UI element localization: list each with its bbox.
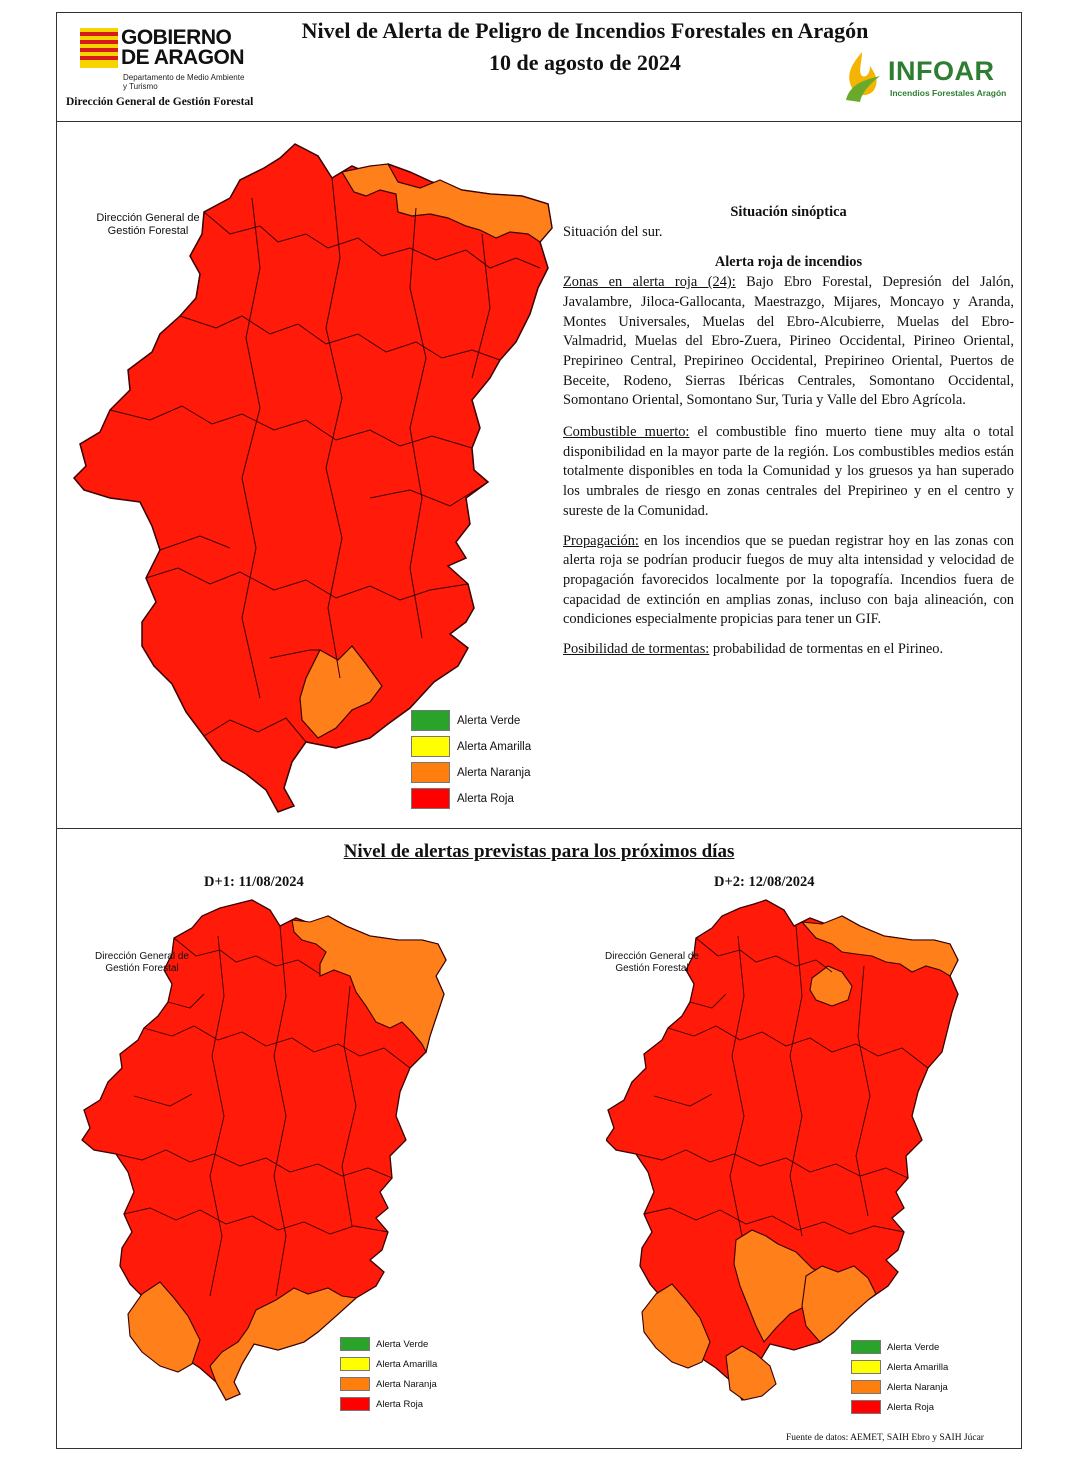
legend-d2-verde: Alerta Verde [851, 1340, 939, 1354]
data-source: Fuente de datos: AEMET, SAIH Ebro y SAIH Júcar [786, 1433, 984, 1443]
synoptic-text: Situación del sur. [563, 223, 663, 240]
map-region-orange [802, 1266, 876, 1342]
department-title: Dirección General de Gestión Forestal [66, 96, 254, 108]
infoar-flame-icon [840, 50, 886, 104]
legend-swatch [851, 1340, 881, 1354]
legend-item-amarilla: Alerta Amarilla [411, 736, 531, 757]
legend-swatch [851, 1360, 881, 1374]
logo-line1: GOBIERNO [121, 26, 232, 49]
logo-line2: DE ARAGON [121, 46, 245, 69]
alert-text-block [563, 203, 1014, 660]
legend-swatch [851, 1400, 881, 1414]
section-divider [56, 828, 1022, 829]
forecast-d1-title: D+1: 11/08/2024 [204, 874, 304, 890]
legend-swatch [411, 736, 450, 757]
legend-d2-roja: Alerta Roja [851, 1400, 934, 1414]
legend-item-verde: Alerta Verde [411, 710, 520, 731]
legend-swatch [340, 1337, 370, 1351]
page-title: Nivel de Alerta de Peligro de Incendios Forestales en Aragón [301, 18, 869, 43]
map-label-today: Dirección General de Gestión Forestal [96, 212, 200, 237]
legend-item-roja: Alerta Roja [411, 788, 514, 809]
legend-d2-naranja: Alerta Naranja [851, 1380, 948, 1394]
legend-swatch [340, 1357, 370, 1371]
propagation-paragraph: Propagación: en los incendios que se puedan registrar hoy en las zonas con alerta roja se podrían producir fuegos de muy alta intensidad y velocidad de propagación favorecidos localmente por la topografía. Incendios fuera de capacidad de extinción en amplias zonas, incluso con baja alineación, con condiciones especialmente propicias para tener un GIF. [563, 532, 1014, 628]
storm-paragraph: Posibilidad de tormentas: probabilidad de tormentas en el Pirineo. [563, 641, 944, 658]
alert-title: Alerta roja de incendios [714, 254, 863, 271]
legend-swatch [411, 710, 450, 731]
map-label-d1: Dirección General de Gestión Forestal [95, 951, 189, 974]
synoptic-title: Situación sinóptica [730, 204, 847, 220]
legend-swatch [340, 1377, 370, 1391]
legend-item-naranja: Alerta Naranja [411, 762, 531, 783]
legend-swatch [340, 1397, 370, 1411]
forecast-d2-title: D+2: 12/08/2024 [714, 874, 815, 890]
infoar-logo: INFOAR [888, 56, 995, 86]
legend-swatch [411, 788, 450, 809]
logo-sub2: y Turismo [123, 82, 158, 91]
fuel-paragraph: Combustible muerto: el combustible fino muerto tiene muy alta o total disponibilidad en la mayor parte de la región. Los combustibles medios están totalmente disponibles en toda la Comunidad y los gruesos ya han superado los umbrales de riesgo en zonas centrales del Prepirineo y en el centro y sureste de la Comunidad. [563, 424, 1014, 519]
legend-d1-naranja: Alerta Naranja [340, 1377, 437, 1391]
legend-d1-roja: Alerta Roja [340, 1397, 423, 1411]
page-date: 10 de agosto de 2024 [489, 50, 681, 75]
infoar-subtitle: Incendios Forestales Aragón [890, 88, 1007, 98]
legend-d1-amarilla: Alerta Amarilla [340, 1357, 437, 1371]
legend-swatch [411, 762, 450, 783]
legend-d1-verde: Alerta Verde [340, 1337, 428, 1351]
map-region-orange [726, 1346, 776, 1400]
zones-paragraph: Zonas en alerta roja (24): Bajo Ebro Forestal, Depresión del Jalón, Javalambre, Jiloca-Gallocanta, Maestrazgo, Mijares, Moncayo y Aranda, Montes Universales, Muelas del Ebro-Alcubierre, Muelas del Ebro-Valmadrid, Muelas del Ebro-Zuera, Pirineo Occidental, Pirineo Oriental, Prepirineo Central, Prepirineo Occidental, Prepirineo Oriental, Puertos de Beceite, Rodeno, Sierras Ibéricas Centrales, Somontano Occidental, Somontano Oriental, Somontano Sur, Turia y Valle del Ebro Agrícola. [563, 274, 1014, 409]
aragon-flag-icon [80, 28, 118, 68]
map-label-d2: Dirección General de Gestión Forestal [605, 951, 699, 974]
logo-sub1: Departamento de Medio Ambiente [123, 73, 245, 82]
legend-d2-amarilla: Alerta Amarilla [851, 1360, 948, 1374]
legend-swatch [851, 1380, 881, 1394]
forecast-title: Nivel de alertas previstas para los próximos días [343, 841, 735, 862]
header-divider [56, 121, 1022, 122]
